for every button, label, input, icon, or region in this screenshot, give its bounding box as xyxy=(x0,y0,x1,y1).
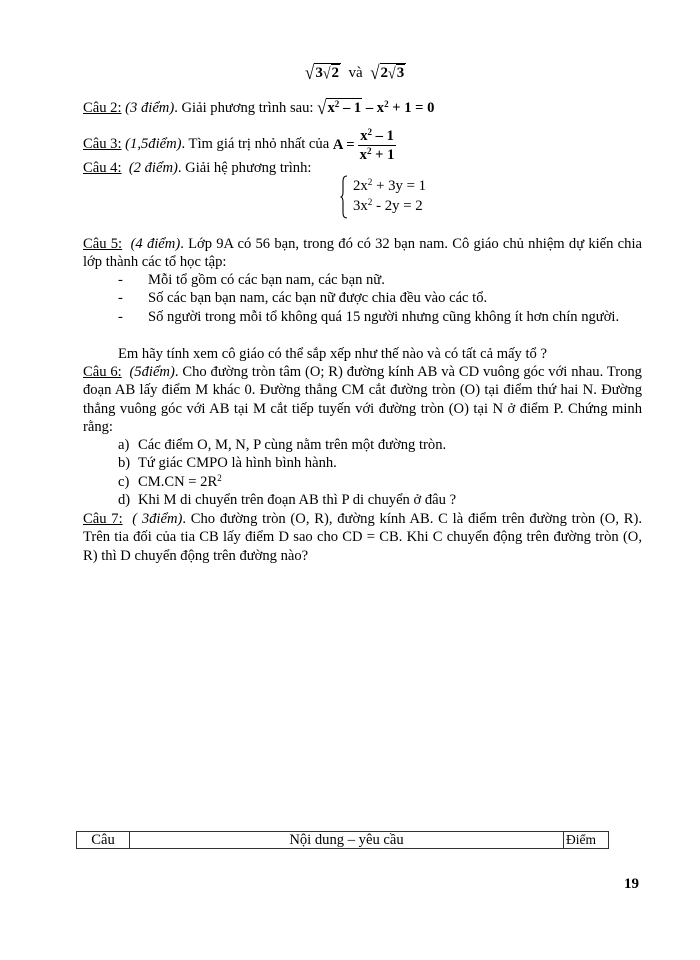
question-points: (3 điểm) xyxy=(125,100,175,116)
question-label: Câu 6: xyxy=(83,364,122,380)
question-points: (5điểm) xyxy=(129,364,175,380)
header-cau: Câu xyxy=(77,832,130,849)
bullet-item: - Số các bạn bạn nam, các bạn nữ được chia đều vào các tổ. xyxy=(118,290,488,307)
connector-text: và xyxy=(348,65,363,81)
question-text: . Giải hệ phương trình: xyxy=(177,160,312,176)
sub-item: b) Tứ giác CMPO là hình bình hành. xyxy=(118,455,337,472)
question-label: Câu 7: xyxy=(83,511,123,527)
question-points: ( 3điểm) xyxy=(132,511,183,527)
sqrt-expression-2: √2√3 xyxy=(370,61,405,84)
bullet-item: - Mỗi tổ gồm có các bạn nam, các bạn nữ. xyxy=(118,272,385,288)
sub-item: c) $CM.CN = 2R^2$ xyxy=(118,472,222,490)
question-label: Câu 4: xyxy=(83,160,122,176)
sqrt-expression-1: √3√2 xyxy=(305,61,340,84)
question-label: Câu 5: xyxy=(83,236,123,252)
header-diem: Điểm xyxy=(564,832,609,849)
expression-a: A = $\frac{x^2 - 1}{x^2 + 1}$ xyxy=(332,126,395,163)
question-text: . Lớp 9A có 56 bạn, trong đó có 32 bạn nam. Cô giáo chủ nhiệm dự kiến chia lớp thành các tổ học tập: xyxy=(83,236,642,271)
sub-item: d) Khi M di chuyển trên đoạn AB thì P di chuyển ở đâu ? xyxy=(118,492,457,509)
question-3 xyxy=(83,126,396,163)
question-6-items xyxy=(118,436,456,510)
question-5 xyxy=(83,235,642,272)
header-noi-dung: Nội dung – yêu cầu xyxy=(130,832,564,849)
table-header-row xyxy=(77,832,609,849)
question-text: . Cho đường tròn (O, R), đường kính AB. C là điểm trên đường tròn (O, R). Trên tia đối của tia CB lấy điểm D sao cho CD = CB. Khi C chuyển động trên đường tròn (O, R) thì D chuyển động trên đường nào? xyxy=(83,511,642,564)
system-equation-1: $2x^2 + 3y = 1$ xyxy=(353,176,427,194)
question-text: . Tìm giá trị nhỏ nhất của xyxy=(181,136,333,152)
question-5-closing: Em hãy tính xem cô giáo có thể sắp xếp như thế nào và có tất cả mấy tổ ? xyxy=(118,346,547,362)
question-5-bullets xyxy=(118,271,642,326)
equation: $√x^2 - 1 - x^2 + 1 = 0$ xyxy=(317,96,435,119)
answer-table xyxy=(76,831,609,849)
header-math xyxy=(305,63,406,83)
question-label: Câu 2: xyxy=(83,100,122,116)
question-6 xyxy=(83,363,642,437)
question-text: . Giải phương trình sau: xyxy=(174,100,318,116)
question-label: Câu 3: xyxy=(83,136,122,152)
fraction: $\frac{x^2 - 1}{x^2 + 1}$ xyxy=(359,126,395,163)
question-4 xyxy=(83,159,311,177)
question-7 xyxy=(83,510,642,565)
page-number: 19 xyxy=(624,876,639,892)
question-text: . Cho đường tròn tâm (O; R) đường kính AB và CD vuông góc với nhau. Trong đoạn AB lấy điểm M khác 0. Đường thẳng CM cắt đường tròn (O) tại điểm thứ hai N. Đường thẳng vuông góc với AB tại M cắt tiếp tuyến với đường tròn (O) tại N ở điểm P. Chứng minh rằng: xyxy=(83,364,642,436)
question-points: (4 điểm) xyxy=(130,236,181,252)
question-2 xyxy=(83,98,434,117)
left-brace-icon xyxy=(340,175,348,219)
question-points: (1,5điểm) xyxy=(125,136,182,152)
sub-item: a) Các điểm O, M, N, P cùng nằm trên một đường tròn. xyxy=(118,437,447,453)
system-equation-2: $3x^2 - 2y = 2$ xyxy=(353,196,423,214)
question-points: (2 điểm) xyxy=(128,160,178,176)
bullet-item: - Số người trong mỗi tổ không quá 15 người nhưng cũng không ít hơn chín người. xyxy=(118,308,620,325)
